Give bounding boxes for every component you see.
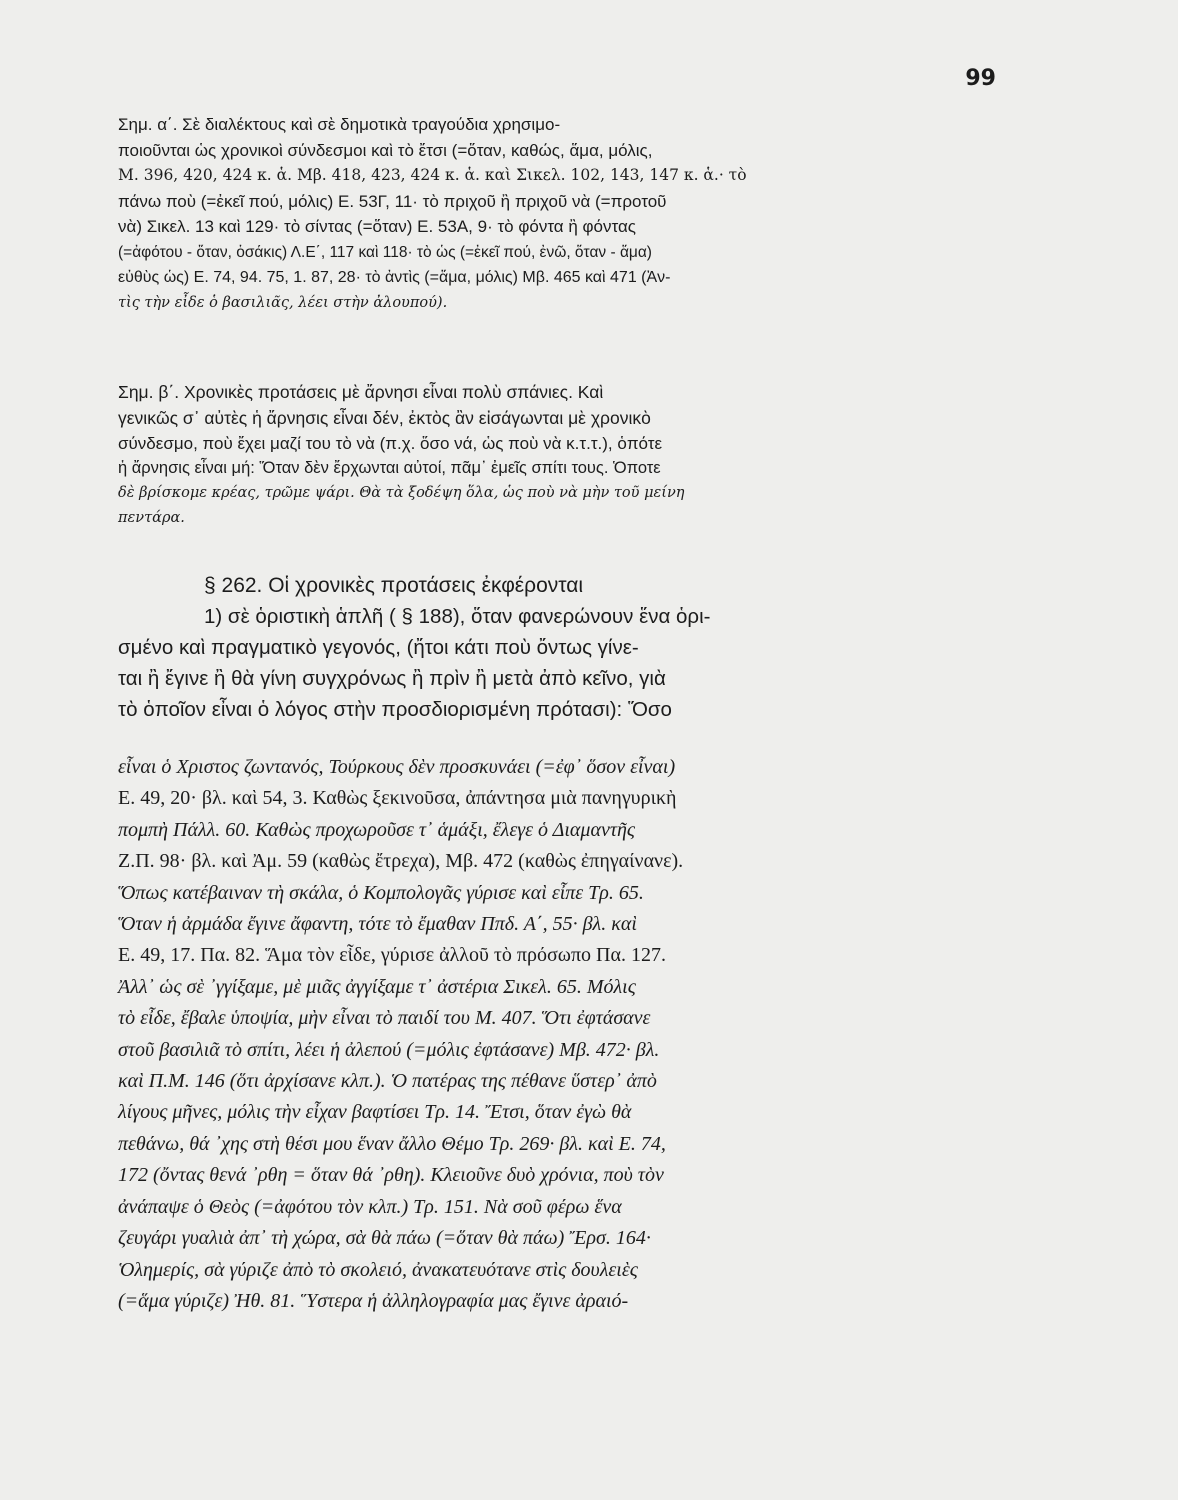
example-line: 172 (ὄντας θενά ᾿ρθη = ὅταν θά ᾿ρθη). Κλειοῦνε δυὸ χρόνια, ποὺ τὸν	[118, 1164, 664, 1187]
section-262	[118, 570, 992, 725]
note-alpha-line: εὐθὺς ὡς) Ε. 74, 94. 75, 1. 87, 28· τὸ ἀντὶς (=ἅμα, μόλις) Μβ. 465 καὶ 471 (Ἀν-	[118, 269, 671, 286]
example-line: εἶναι ὁ Χριστος ζωντανός, Τούρκους δὲν προσκυνάει (=ἐφ᾿ ὅσον εἶναι)	[118, 756, 676, 778]
example-line: Ὁλημερίς, σὰ γύριζε ἀπὸ τὸ σκολειό, ἀνακατευότανε στὶς δουλειὲς	[118, 1258, 638, 1281]
example-line: ζευγάρι γυαλιὰ ἀπ᾿ τὴ χώρα, σὰ θὰ πάω (=ὅταν θὰ πάω) Ἔρσ. 164·	[118, 1227, 651, 1250]
section-line: ται ἢ ἔγινε ἢ θὰ γίνη συγχρόνως ἢ πρὶν ἢ μετὰ ἀπὸ κεῖνο, γιὰ	[118, 667, 666, 690]
examples	[118, 752, 992, 1317]
note-alpha-line: ποιοῦνται ὡς χρονικοὶ σύνδεσμοι καὶ τὸ ἔτσι (=ὅταν, καθώς, ἅμα, μόλις,	[118, 140, 653, 160]
note-beta-line: δὲ βρίσκομε κρέας, τρῶμε ψάρι. Θὰ τὰ ξοδέψη ὅλα, ὡς ποὺ νὰ μὴν τοῦ μείνη	[118, 485, 685, 501]
note-alpha-line: (=ἀφότου - ὅταν, ὁσάκις) Λ.Ε΄, 117 καὶ 118· τὸ ὡς (=ἐκεῖ πού, ἐνῶ, ὅταν - ἅμα)	[118, 243, 652, 261]
section-line: 1) σὲ ὁριστικὴ ἁπλῆ ( § 188), ὅταν φανερώνουν ἕνα ὁρι-	[204, 605, 711, 628]
example-line: Ὅταν ἡ ἀρμάδα ἔγινε ἄφαντη, τότε τὸ ἔμαθαν Ππδ. Α΄, 55· βλ. καὶ	[118, 913, 637, 936]
note-beta-line: σύνδεσμο, ποὺ ἔχει μαζί του τὸ νὰ (π.χ. ὅσο νά, ὡς ποὺ νὰ κ.τ.τ.), ὁπότε	[118, 434, 663, 453]
note-alpha-line: τὶς τὴν εἶδε ὁ βασιλιᾶς, λέει στὴν ἀλουπού).	[118, 294, 448, 311]
example-line: Ὅπως κατέβαιναν τὴ σκάλα, ὁ Κομπολογᾶς γύρισε καὶ εἶπε Τρ. 65.	[118, 881, 644, 904]
example-line: στοῦ βασιλιᾶ τὸ σπίτι, λέει ἡ ἀλεπού (=μόλις ἐφτάσανε) Μβ. 472· βλ.	[118, 1038, 660, 1061]
example-line: πομπὴ Πάλλ. 60. Καθὼς προχωροῦσε τ᾿ ἁμάξι, ἔλεγε ὁ Διαμαντῆς	[118, 818, 636, 841]
example-line: Ἀλλ᾿ ὡς σὲ ᾿γγίξαμε, μὲ μιᾶς ἀγγίξαμε τ᾿ ἀστέρια Σικελ. 65. Μόλις	[118, 975, 636, 998]
example-line: (=ἅμα γύριζε) Ἠθ. 81. Ὕστερα ἡ ἀλληλογραφία μας ἔγινε ἀραιό-	[118, 1289, 629, 1312]
example-line: Ε. 49, 17. Πα. 82. Ἅμα τὸν εἶδε, γύρισε ἀλλοῦ τὸ πρόσωπο Πα. 127.	[118, 944, 666, 967]
example-line: ἀνάπαψε ὁ Θεὸς (=ἀφότου τὸν κλπ.) Τρ. 151. Νὰ σοῦ φέρω ἕνα	[118, 1195, 622, 1218]
note-beta-line: γενικῶς σ᾿ αὐτὲς ἡ ἄρνησις εἶναι δέν, ἐκτὸς ἂν εἰσάγωνται μὲ χρονικὸ	[118, 408, 651, 428]
note-alpha	[118, 112, 992, 316]
note-alpha-line: πάνω ποὺ (=ἐκεῖ πού, μόλις) Ε. 53Γ, 11· τὸ πριχοῦ ἢ πριχοῦ νὰ (=προτοῦ	[118, 191, 667, 211]
note-beta-line: Σημ. β΄. Χρονικὲς προτάσεις μὲ ἄρνησι εἶναι πολὺ σπάνιες. Καὶ	[118, 382, 604, 402]
section-heading: § 262. Οἱ χρονικὲς προτάσεις ἐκφέρονται	[204, 574, 584, 597]
example-line: τὸ εἶδε, ἔβαλε ὑποψία, μὴν εἶναι τὸ παιδί του Μ. 407. Ὅτι ἐφτάσανε	[118, 1007, 651, 1030]
page-number: 99	[965, 66, 996, 91]
section-line: σμένο καὶ πραγματικὸ γεγονός, (ἤτοι κάτι ποὺ ὄντως γίνε-	[118, 636, 639, 659]
note-beta	[118, 378, 992, 531]
example-line: καὶ Π.Μ. 146 (ὅτι ἀρχίσανε κλπ.). Ὁ πατέρας της πέθανε ὕστερ᾿ ἀπὸ	[118, 1070, 657, 1093]
note-alpha-line: νὰ) Σικελ. 13 καὶ 129· τὸ σίντας (=ὅταν) Ε. 53Α, 9· τὸ φόντα ἢ φόντας	[118, 217, 637, 236]
note-alpha-line: Σημ. α΄. Σὲ διαλέκτους καὶ σὲ δημοτικὰ τραγούδια χρησιμο-	[118, 115, 561, 134]
example-line: πεθάνω, θά ᾿χης στὴ θέσι μου ἕναν ἄλλο Θέμο Τρ. 269· βλ. καὶ Ε. 74,	[118, 1132, 666, 1155]
example-line: λίγους μῆνες, μόλις τὴν εἶχαν βαφτίσει Τρ. 14. Ἔτσι, ὅταν ἐγὼ θὰ	[118, 1101, 632, 1124]
note-beta-line: ἡ ἄρνησις εἶναι μή: Ὅταν δὲν ἔρχωνται αὐτοί, πᾶμ᾿ ἐμεῖς σπίτι τους. Ὁποτε	[118, 459, 661, 477]
example-line: Ζ.Π. 98· βλ. καὶ Ἀμ. 59 (καθὼς ἔτρεχα), Μβ. 472 (καθὼς ἐπηγαίνανε).	[118, 850, 684, 873]
section-line: τὸ ὁποῖον εἶναι ὁ λόγος στὴν προσδιορισμένη πρότασι): Ὅσο	[118, 698, 672, 721]
example-line: Ε. 49, 20· βλ. καὶ 54, 3. Καθὼς ξεκινοῦσα, ἀπάντησα μιὰ πανηγυρικὴ	[118, 787, 677, 810]
note-alpha-line: Μ. 396, 420, 424 κ. ἁ. Μβ. 418, 423, 424 κ. ἁ. καὶ Σικελ. 102, 143, 147 κ. ἁ.· τὸ	[118, 166, 747, 184]
note-beta-line: πεντάρα.	[118, 510, 185, 526]
